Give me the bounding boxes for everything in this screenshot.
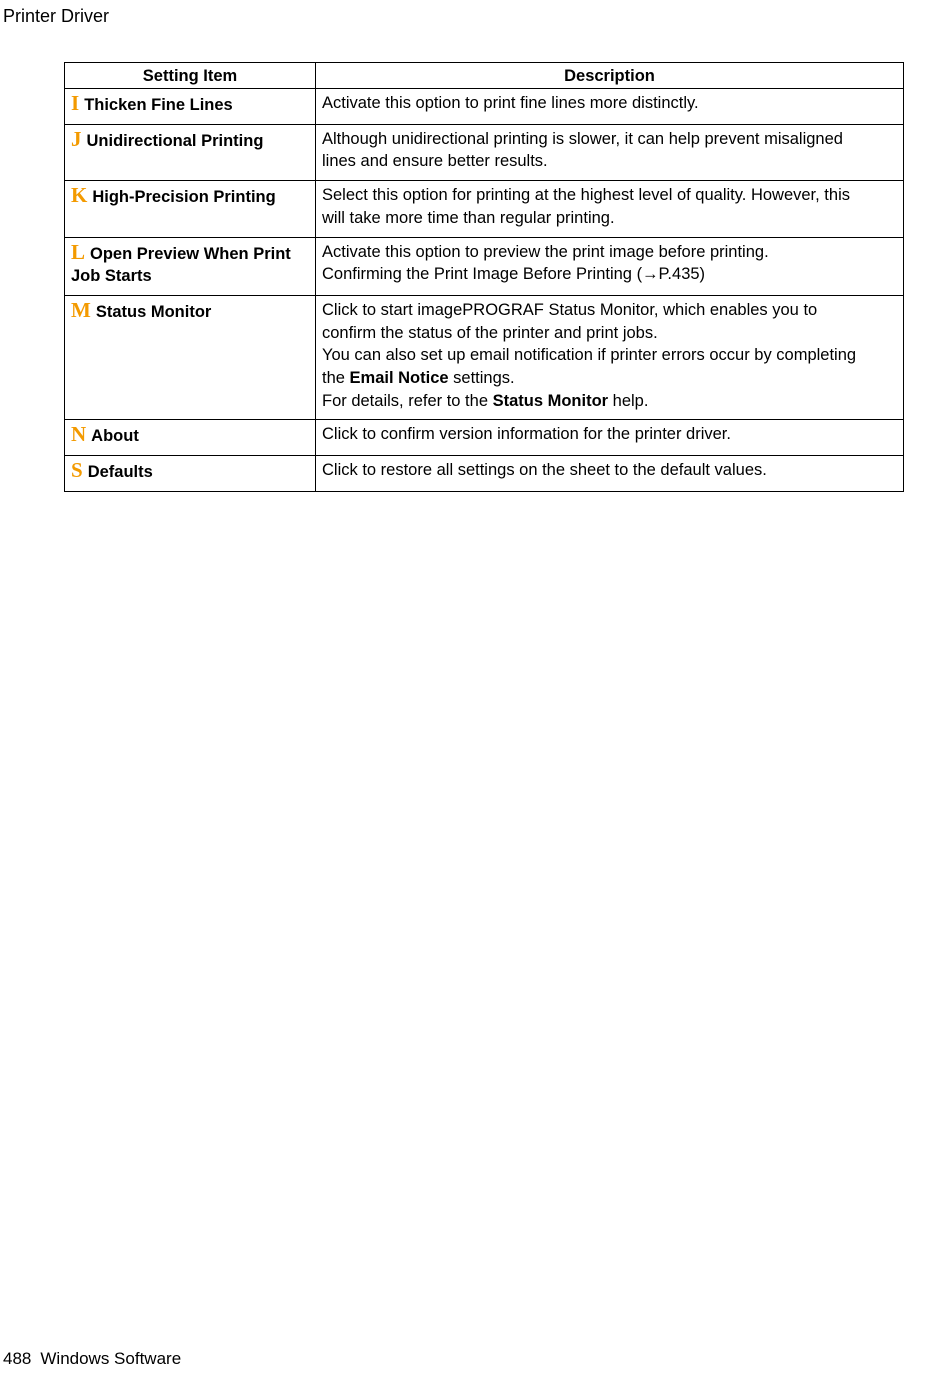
table-row [65,456,904,492]
setting-item-label: Defaults [87,463,153,482]
description-line: Select this option for printing at the highest level of quality. However, this [322,186,850,205]
table-row [65,295,904,420]
item-letter-marker: J [71,126,82,151]
table-row [65,237,904,295]
setting-item-label: About [91,427,139,446]
setting-item-label: High-Precision Printing [92,188,276,207]
table-row [65,181,904,237]
setting-item-label: Open Preview When Print Job Starts [71,244,291,286]
running-footer [3,1349,181,1369]
table-row [65,420,904,456]
column-header-setting-item: Setting Item [65,63,316,89]
item-letter-marker: N [71,422,87,447]
item-letter-marker: I [71,91,80,115]
status-monitor-term: Status Monitor [492,391,609,410]
description-cell [316,124,904,180]
settings-table [64,62,904,492]
description-text: For details, refer to the [322,391,493,410]
item-letter-marker: S [71,458,83,483]
table-header-row [65,63,904,89]
setting-item-label: Thicken Fine Lines [84,96,233,114]
setting-item-label: Status Monitor [95,302,212,321]
description-cell [316,420,904,456]
description-line: Click to start imagePROGRAF Status Monitor, which enables you to [322,300,818,319]
item-letter-marker: M [71,297,91,322]
description-line: will take more time than regular printing. [322,208,615,227]
description-cell [316,89,904,125]
description-line: lines and ensure better results. [322,152,548,171]
description-line: Click to restore all settings on the sheet to the default values. [322,461,767,480]
running-header: Printer Driver [3,6,110,26]
setting-item-cell [65,295,316,420]
footer-section-title: Windows Software [40,1349,182,1368]
description-line: confirm the status of the printer and print jobs. [322,323,658,342]
description-line: Activate this option to preview the print image before printing. [322,242,769,261]
page-number: 488 [3,1349,32,1368]
setting-item-cell [65,237,316,295]
email-notice-term: Email Notice [349,369,449,388]
description-text: help. [608,391,649,410]
column-header-description: Description [316,63,904,89]
description-line: Although unidirectional printing is slower, it can help prevent misaligned [322,129,843,148]
setting-item-cell [65,456,316,492]
setting-item-cell [65,89,316,125]
description-cell [316,456,904,492]
description-text: settings. [448,369,515,388]
description-text: the [322,369,350,388]
description-line: Click to confirm version information for the printer driver. [322,425,731,444]
setting-item-cell [65,124,316,180]
item-letter-marker: K [71,183,88,208]
item-letter-marker: L [71,239,86,264]
description-cell [316,295,904,420]
setting-item-cell [65,420,316,456]
description-line [322,367,897,390]
description-line: You can also set up email notification if printer errors occur by completing [322,346,857,365]
setting-item-cell [65,181,316,237]
description-line: Activate this option to print fine lines more distinctly. [322,94,699,112]
description-line [322,390,897,413]
table-row [65,124,904,180]
description-cell [316,237,904,295]
description-line: Confirming the Print Image Before Printing (→P.435) [322,265,706,284]
description-cell [316,181,904,237]
setting-item-label: Unidirectional Printing [86,131,264,150]
table-row [65,89,904,125]
